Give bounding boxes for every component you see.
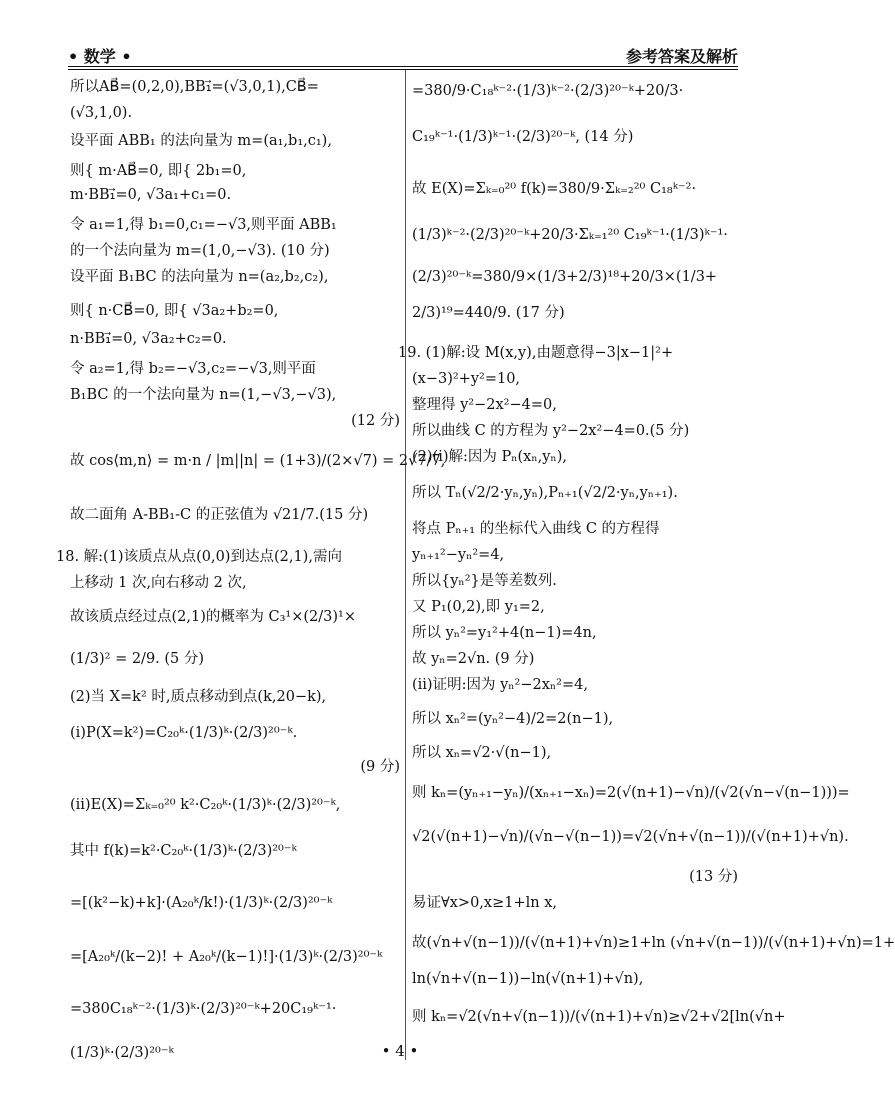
text-line: yₙ₊₁²−yₙ²=4, — [412, 547, 505, 563]
text-line: 其中 f(k)=k²·C₂₀ᵏ·(1/3)ᵏ·(2/3)²⁰⁻ᵏ — [70, 843, 297, 859]
text-line: =[(k²−k)+k]·(A₂₀ᵏ/k!)·(1/3)ᵏ·(2/3)²⁰⁻ᵏ — [70, 895, 333, 911]
text-line: ln(√n+√(n−1))−ln(√(n+1)+√n), — [412, 971, 644, 987]
text-line: (x−3)²+y²=10, — [412, 371, 521, 387]
text-line: C₁₉ᵏ⁻¹·(1/3)ᵏ⁻¹·(2/3)²⁰⁻ᵏ, (14 分) — [412, 129, 634, 145]
text-line: 故该质点经过点(2,1)的概率为 C₃¹×(2/3)¹× — [70, 609, 356, 625]
text-line: (√3,1,0). — [70, 105, 133, 121]
text-line: (2)当 X=k² 时,质点移动到点(k,20−k), — [70, 689, 327, 705]
text-line: 所以 xₙ²=(yₙ²−4)/2=2(n−1), — [412, 711, 614, 727]
text-line: (1/3)² = 2/9. (5 分) — [70, 651, 205, 667]
text-line: √2(√(n+1)−√n)/(√n−√(n−1))=√2(√n+√(n−1))/(√(n+1)+√n). — [412, 829, 849, 845]
text-line: 设平面 ABB₁ 的法向量为 m=(a₁,b₁,c₁), — [70, 133, 332, 149]
text-line: 18. 解:(1)该质点从点(0,0)到达点(2,1),需向 — [56, 549, 342, 565]
text-line: 所以曲线 C 的方程为 y²−2x²−4=0.(5 分) — [412, 423, 690, 439]
text-line: 则 kₙ=√2(√n+√(n−1))/(√(n+1)+√n)≥√2+√2[ln(√n+ — [412, 1009, 786, 1025]
text-line: B₁BC 的一个法向量为 n=(1,−√3,−√3), — [70, 387, 337, 403]
text-line: (2)(ⅰ)解:因为 Pₙ(xₙ,yₙ), — [412, 449, 567, 465]
text-line: 令 a₁=1,得 b₁=0,c₁=−√3,则平面 ABB₁ — [70, 217, 337, 233]
text-line: 则 kₙ=(yₙ₊₁−yₙ)/(xₙ₊₁−xₙ)=2(√(n+1)−√n)/(√2(√n−√(n−1)))= — [412, 785, 850, 801]
subject-label: • 数学 • — [68, 47, 132, 66]
header-rule-thin — [68, 69, 738, 70]
page-header — [68, 44, 738, 66]
text-line: 所以AB⃗=(0,2,0),BB₁⃗=(√3,0,1),CB⃗= — [70, 79, 319, 95]
text-line: (12 分) — [351, 413, 400, 429]
text-line: 所以 Tₙ(√2/2·yₙ,yₙ),Pₙ₊₁(√2/2·yₙ,yₙ₊₁). — [412, 485, 678, 501]
column-divider — [405, 70, 406, 1060]
text-line: 将点 Pₙ₊₁ 的坐标代入曲线 C 的方程得 — [412, 521, 660, 537]
text-line: 又 P₁(0,2),即 y₁=2, — [412, 599, 545, 615]
text-line: 故(√n+√(n−1))/(√(n+1)+√n)≥1+ln (√n+√(n−1))/(√(n+1)+√n)=1+ — [412, 935, 895, 951]
text-line: 整理得 y²−2x²−4=0, — [412, 397, 557, 413]
text-line: 故 cos⟨m,n⟩ = m·n / |m||n| = (1+3)/(2×√7) = 2√7/7, — [70, 453, 446, 469]
text-line: 所以 yₙ²=y₁²+4(n−1)=4n, — [412, 625, 597, 641]
text-line: 易证∀x>0,x≥1+ln x, — [412, 895, 557, 911]
text-line: (ⅱ)证明:因为 yₙ²−2xₙ²=4, — [412, 677, 588, 693]
text-line: m·BB₁⃗=0, √3a₁+c₁=0. — [70, 187, 232, 203]
text-line: 19. (1)解:设 M(x,y),由题意得−3|x−1|²+ — [398, 345, 674, 361]
text-line: 故 yₙ=2√n. (9 分) — [412, 651, 535, 667]
text-line: (13 分) — [689, 869, 738, 885]
text-line: 设平面 B₁BC 的法向量为 n=(a₂,b₂,c₂), — [70, 269, 329, 285]
text-line: (1/3)ᵏ·(2/3)²⁰⁻ᵏ — [70, 1045, 174, 1061]
text-line: 则{ m·AB⃗=0, 即{ 2b₁=0, — [70, 163, 247, 179]
page-number: • 4 • — [381, 1042, 419, 1060]
text-line: 上移动 1 次,向右移动 2 次, — [70, 575, 247, 591]
text-line: =380/9·C₁₈ᵏ⁻²·(1/3)ᵏ⁻²·(2/3)²⁰⁻ᵏ+20/3· — [412, 83, 684, 99]
text-line: =[A₂₀ᵏ/(k−2)! + A₂₀ᵏ/(k−1)!]·(1/3)ᵏ·(2/3)²⁰⁻ᵏ — [70, 949, 383, 965]
text-line: 所以 xₙ=√2·√(n−1), — [412, 745, 552, 761]
text-line: =380C₁₈ᵏ⁻²·(1/3)ᵏ·(2/3)²⁰⁻ᵏ+20C₁₉ᵏ⁻¹· — [70, 1001, 337, 1017]
text-line: 故二面角 A-BB₁-C 的正弦值为 √21/7.(15 分) — [70, 507, 369, 523]
section-title: 参考答案及解析 — [625, 47, 738, 66]
text-line: (ⅱ)E(X)=Σₖ₌₀²⁰ k²·C₂₀ᵏ·(1/3)ᵏ·(2/3)²⁰⁻ᵏ, — [70, 797, 341, 813]
header-rule — [68, 66, 738, 67]
text-line: 故 E(X)=Σₖ₌₀²⁰ f(k)=380/9·Σₖ₌₂²⁰ C₁₈ᵏ⁻²· — [412, 181, 697, 197]
text-line: (9 分) — [360, 759, 400, 775]
text-line: (ⅰ)P(X=k²)=C₂₀ᵏ·(1/3)ᵏ·(2/3)²⁰⁻ᵏ. — [70, 725, 298, 741]
text-line: (1/3)ᵏ⁻²·(2/3)²⁰⁻ᵏ+20/3·Σₖ₌₁²⁰ C₁₉ᵏ⁻¹·(1/3)ᵏ⁻¹· — [412, 227, 728, 243]
text-line: 所以{yₙ²}是等差数列. — [412, 573, 557, 589]
text-line: 令 a₂=1,得 b₂=−√3,c₂=−√3,则平面 — [70, 361, 316, 377]
text-line: 则{ n·CB⃗=0, 即{ √3a₂+b₂=0, — [70, 303, 279, 319]
text-line: 的一个法向量为 m=(1,0,−√3). (10 分) — [70, 243, 330, 259]
text-line: n·BB₁⃗=0, √3a₂+c₂=0. — [70, 331, 227, 347]
text-line: 2/3)¹⁹=440/9. (17 分) — [412, 305, 565, 321]
text-line: (2/3)²⁰⁻ᵏ=380/9×(1/3+2/3)¹⁸+20/3×(1/3+ — [412, 269, 718, 285]
